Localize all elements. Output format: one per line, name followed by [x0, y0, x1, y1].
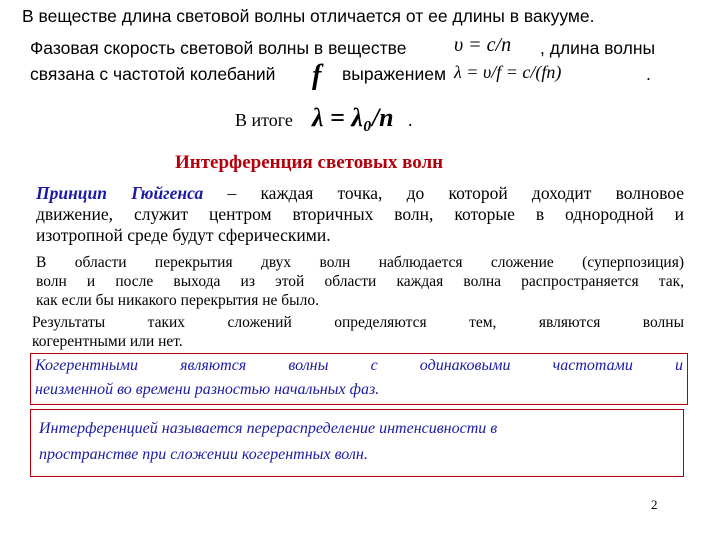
formula-phase-velocity: υ = c/n — [454, 34, 512, 56]
coherent-line-1: Когерентными являются волны с одинаковыми частотами и — [35, 357, 683, 374]
intro-line-3b: выражением — [342, 64, 446, 84]
superposition-line-2: волн и после выхода из этой области каждая волна распространяется так, — [36, 273, 684, 290]
interference-line-2: пространстве при сложении когерентных волн. — [39, 446, 368, 463]
interference-definition-box — [30, 409, 684, 477]
huygens-line-3: изотропной среде будут сферическими. — [36, 225, 331, 245]
huygens-term: Принцип Гюйгенса — [36, 183, 204, 203]
huygens-line-1-text: – каждая точка, до которой доходит волновое — [227, 183, 685, 203]
itog-label: В итоге — [235, 110, 293, 130]
section-title: Интерференция световых волн — [175, 152, 444, 173]
superposition-paragraph — [36, 253, 684, 310]
intro-line-2a: Фазовая скорость световой волны в веществе — [30, 38, 407, 58]
results-line-2: когерентными или нет. — [32, 333, 183, 350]
coherent-definition-box — [30, 353, 688, 405]
huygens-paragraph — [36, 183, 684, 246]
interference-line-1: Интерференцией называется перераспределение интенсивности в — [39, 420, 498, 437]
intro-line-1: В веществе длина световой волны отличается от ее длины в вакууме. — [22, 6, 595, 26]
results-paragraph — [32, 313, 684, 351]
coherent-line-2: неизменной во времени разностью начальных фаз. — [35, 381, 380, 398]
superposition-line-3: как если бы никакого перекрытия не было. — [36, 292, 319, 309]
page-number: 2 — [651, 497, 658, 512]
formula-final: λ = λ₀/n — [312, 103, 394, 132]
formula-frequency-symbol: f — [312, 60, 322, 91]
formula-wavelength: λ = υ/f = c/(fn) — [454, 62, 562, 82]
results-line-1: Результаты таких сложений определяются тем, являются волны — [32, 314, 684, 331]
intro-line-2b: , длина волны — [540, 38, 656, 58]
intro-line-3-end: . — [646, 64, 651, 84]
huygens-line-1 — [36, 183, 684, 204]
itog-end: . — [408, 110, 413, 130]
huygens-line-2: движение, служит центром вторичных волн, которые в однородной и — [36, 204, 684, 224]
intro-line-3a: связана с частотой колебаний — [30, 64, 276, 84]
superposition-line-1: В области перекрытия двух волн наблюдается сложение (суперпозиция) — [36, 254, 684, 271]
